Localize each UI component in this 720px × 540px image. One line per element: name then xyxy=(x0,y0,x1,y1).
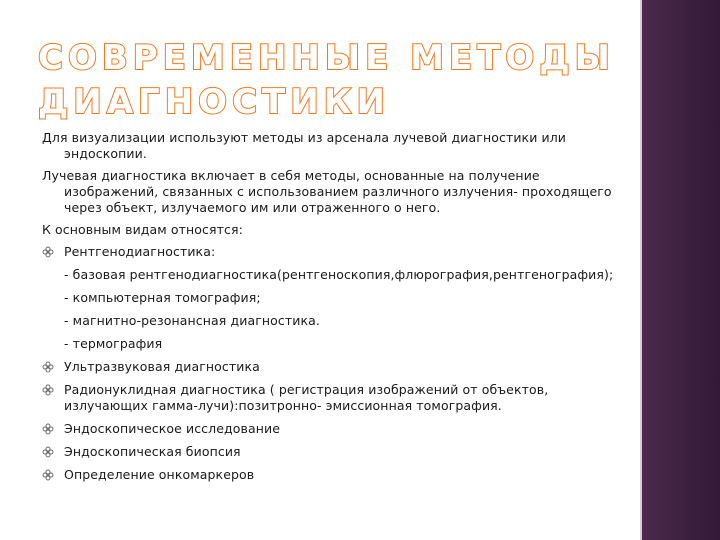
list-item-label: Радионуклидная диагностика ( регистрация изображений от объектов, излучающих гамма-лучи):позитронно- эмиссионная томография. xyxy=(64,382,549,413)
list-item xyxy=(42,467,622,483)
slide-body xyxy=(42,130,622,490)
flower-bullet-icon xyxy=(42,469,54,481)
list-item-label: Рентгенодиагностика: xyxy=(64,244,216,259)
decorative-sidebar xyxy=(642,0,720,540)
sub-list-item: - базовая рентгенодиагностика(рентгеноскопия,флюрография,рентгенография); xyxy=(64,267,614,282)
flower-bullet-icon xyxy=(42,446,54,458)
list-item xyxy=(42,421,622,437)
slide-title xyxy=(38,36,615,124)
sub-list-item: - магнитно-резонансная диагностика. xyxy=(64,313,320,328)
list-item-label: Эндоскопическое исследование xyxy=(64,421,281,436)
list-item xyxy=(42,359,622,375)
paragraph-intro: Для визуализации используют методы из арсенала лучевой диагностики или эндоскопии. xyxy=(42,130,567,161)
list-item xyxy=(42,382,622,414)
sub-list-item: - термография xyxy=(64,336,163,351)
sub-list-item: - компьютерная томография; xyxy=(64,290,261,305)
flower-bullet-icon xyxy=(42,384,54,396)
sidebar-divider xyxy=(640,0,642,540)
title-line-2: ДИАГНОСТИКИ xyxy=(38,82,390,122)
paragraph-types-heading: К основным видам относятся: xyxy=(42,222,243,237)
list-item-label: Ультразвуковая диагностика xyxy=(64,359,260,374)
list-item-label: Определение онкомаркеров xyxy=(64,467,255,482)
flower-bullet-icon xyxy=(42,361,54,373)
list-item xyxy=(42,444,622,460)
diagnostics-list xyxy=(42,244,622,483)
list-item-label: Эндоскопическая биопсия xyxy=(64,444,241,459)
paragraph-radiology: Лучевая диагностика включает в себя методы, основанные на получение изображений, связанных с использованием различного излучения- проходящего через объект, излучаемого им или отраженного о него. xyxy=(42,168,612,215)
list-item xyxy=(42,244,622,260)
flower-bullet-icon xyxy=(42,423,54,435)
title-line-1: СОВРЕМЕННЫЕ МЕТОДЫ xyxy=(38,38,615,78)
flower-bullet-icon xyxy=(42,246,54,258)
